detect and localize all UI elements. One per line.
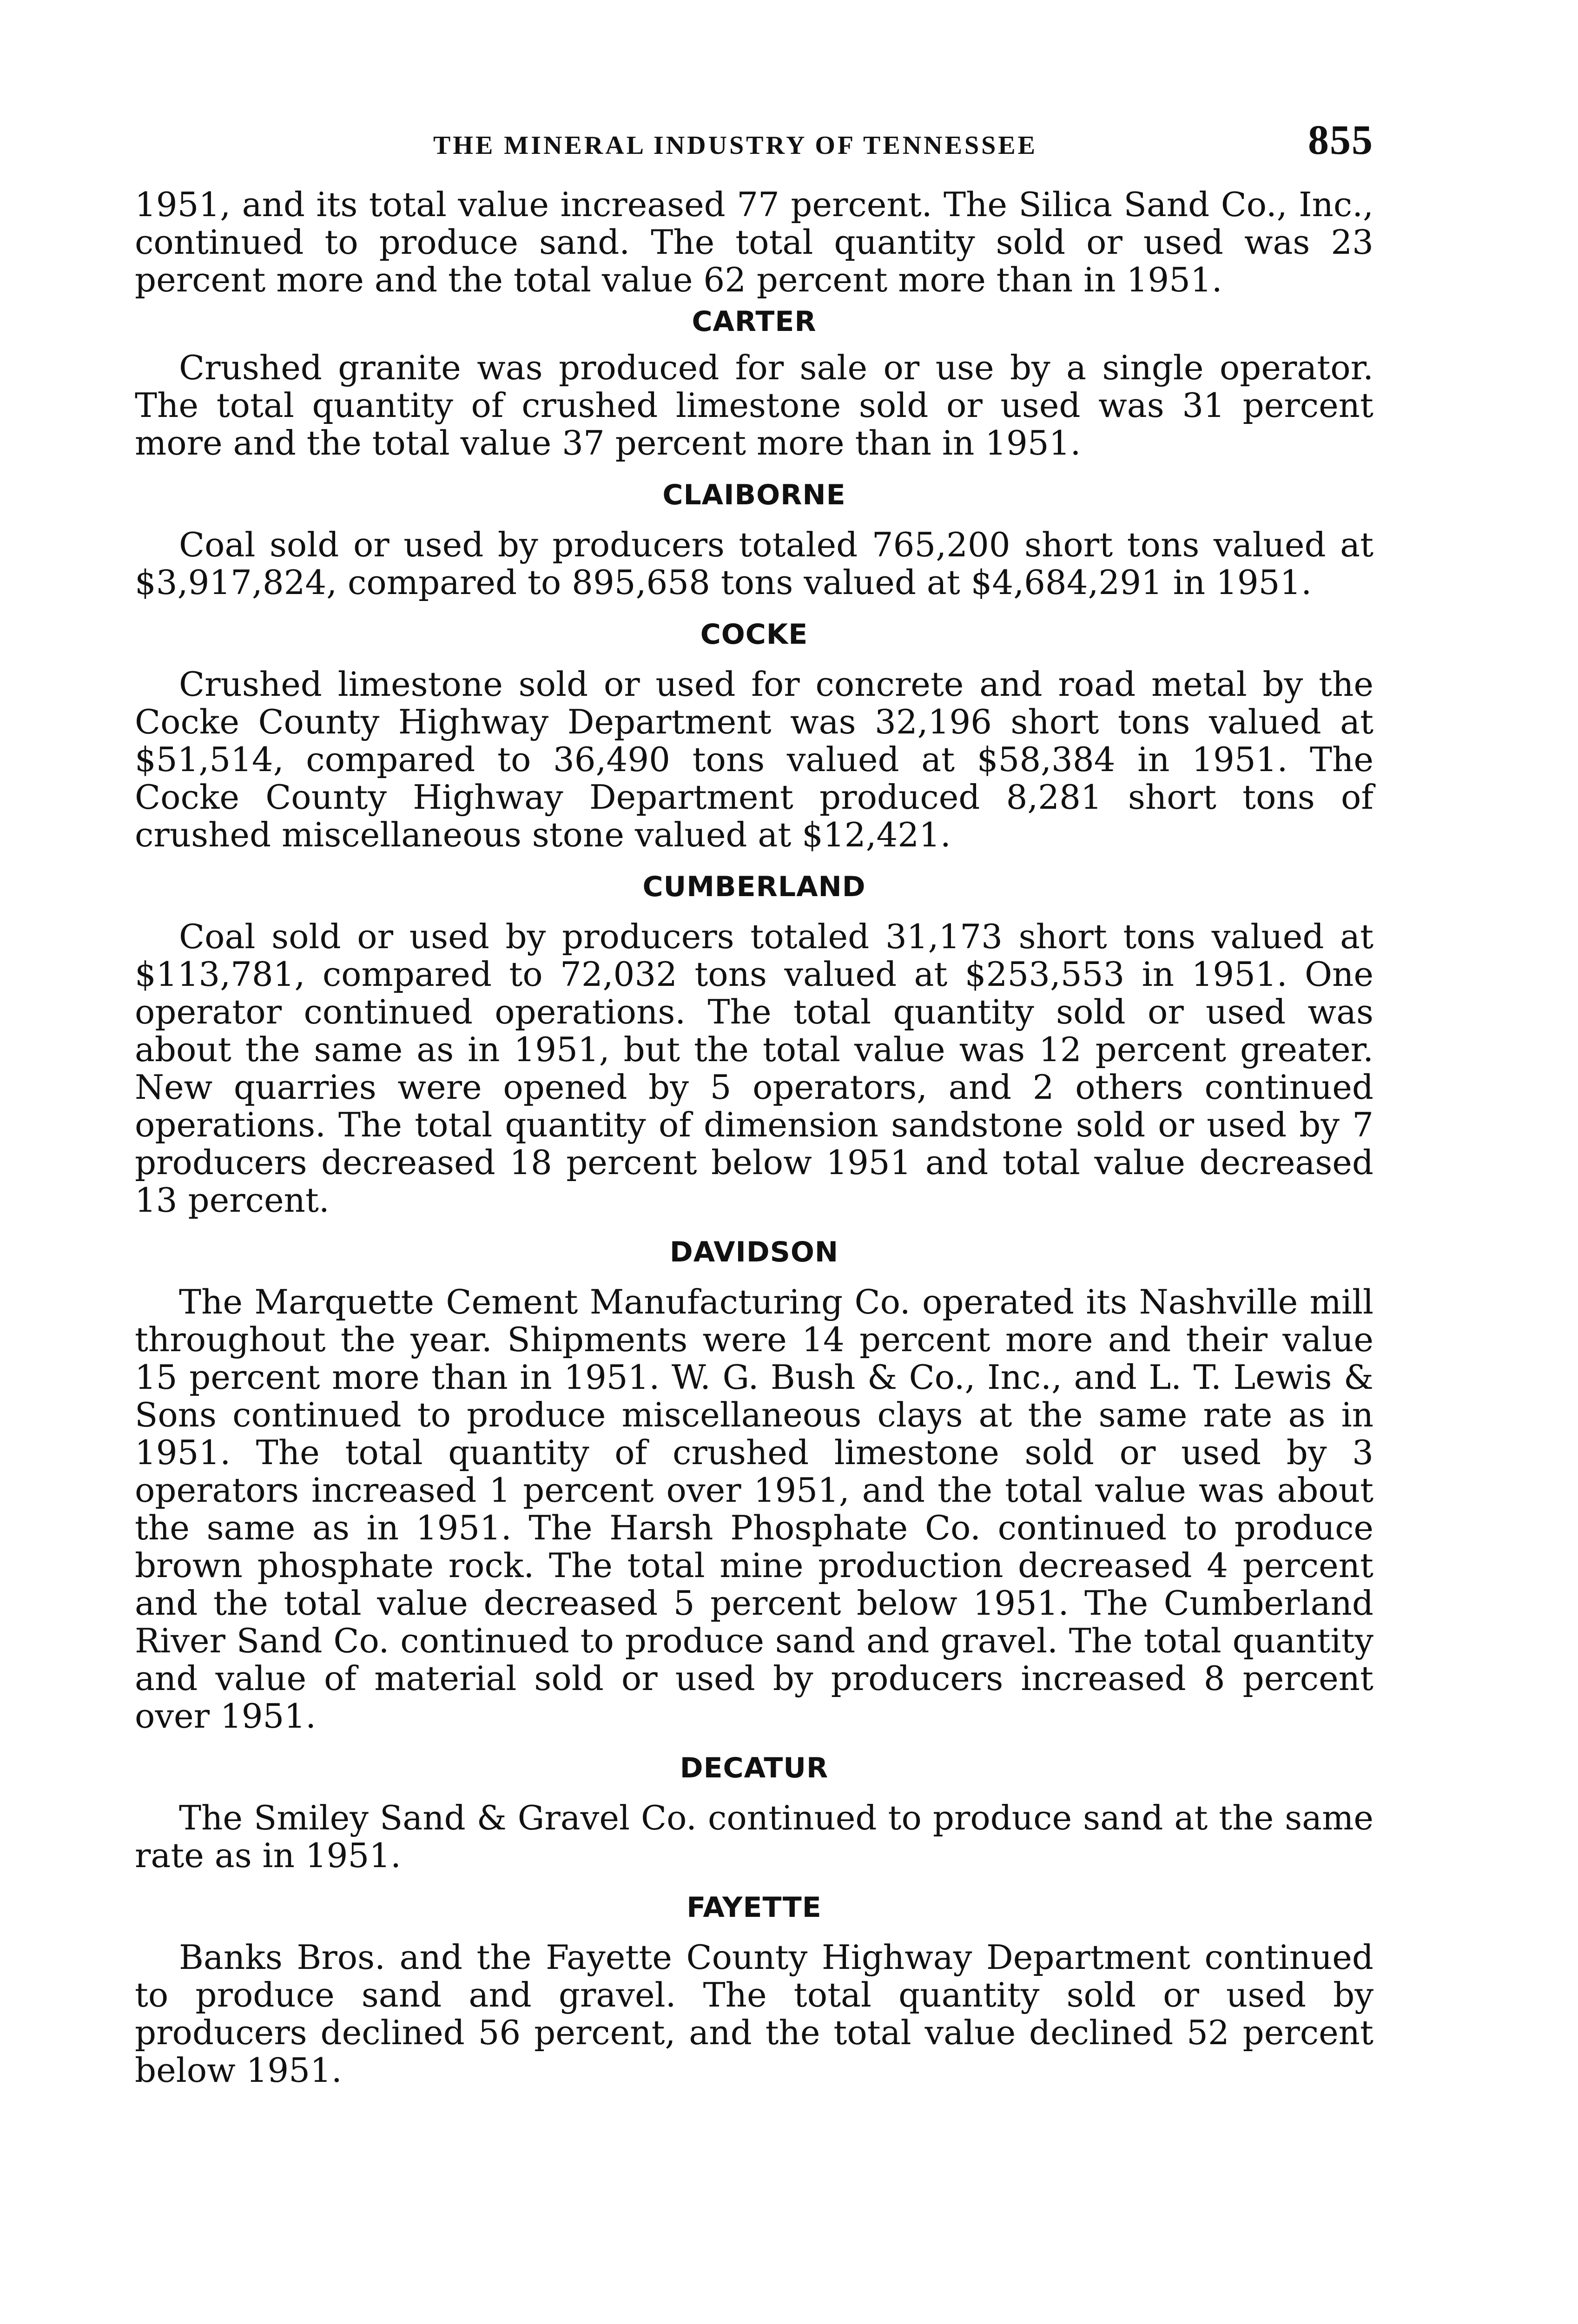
paragraph-cumberland: Coal sold or used by producers totaled 31,173 short tons valued at $113,781, compared to 72,032 tons valued at $253,553 in 1951. One operator continued operations. The total quantity sold or used was about the same as in 1951, but the total value was 12 percent greater. New quarries were opened by 5 operators, and 2 others continued operations. The total quantity of dimension sandstone sold or used by 7 producers decreased 18 percent below 1951 and total value decreased 13 percent.	[135, 917, 1373, 1220]
paragraph-continued: 1951, and its total value increased 77 percent. The Silica Sand Co., Inc., continued to produce sand. The total quantity sold or used was 23 percent more and the total value 62 percent more than in 1951.	[135, 185, 1373, 299]
paragraph-decatur: The Smiley Sand & Gravel Co. continued to produce sand at the same rate as in 1951.	[135, 1798, 1373, 1875]
paragraph-carter: Crushed granite was produced for sale or use by a single operator. The total quantity of crushed limestone sold or used was 31 percent more and the total value 37 percent more than in 1951.	[135, 348, 1373, 462]
running-header	[135, 116, 1373, 186]
section-heading-cumberland: CUMBERLAND	[642, 871, 866, 903]
section-heading-fayette: FAYETTE	[687, 1891, 822, 1924]
section-heading-carter: CARTER	[692, 305, 817, 338]
document-page	[135, 116, 1373, 2089]
section-heading-cocke: COCKE	[700, 618, 808, 651]
paragraph-davidson: The Marquette Cement Manufacturing Co. operated its Nashville mill throughout the year. Shipments were 14 percent more and their value 15 percent more than in 1951. W. G. Bush & Co., Inc., and L. T. Lewis & Sons continued to produce miscellaneous clays at the same rate as in 1951. The total quantity of crushed limestone sold or used by 3 operators increased 1 percent over 1951, and the total value was about the same as in 1951. The Harsh Phosphate Co. continued to produce brown phosphate rock. The total mine production decreased 4 percent and the total value decreased 5 percent below 1951. The Cumberland River Sand Co. continued to produce sand and gravel. The total quantity and value of material sold or used by producers increased 8 percent over 1951.	[135, 1282, 1373, 1736]
paragraph-claiborne: Coal sold or used by producers totaled 765,200 short tons valued at $3,917,824, compared to 895,658 tons valued at $4,684,291 in 1951.	[135, 525, 1373, 602]
running-title: THE MINERAL INDUSTRY OF TENNESSEE	[433, 131, 1037, 160]
section-heading-davidson: DAVIDSON	[669, 1236, 839, 1268]
page-number: 855	[1308, 117, 1373, 163]
section-heading-decatur: DECATUR	[680, 1752, 829, 1784]
section-heading-claiborne: CLAIBORNE	[662, 479, 846, 511]
paragraph-fayette: Banks Bros. and the Fayette County Highway Department continued to produce sand and gravel. The total quantity sold or used by producers declined 56 percent, and the total value declined 52 percent below 1951.	[135, 1938, 1373, 2090]
paragraph-cocke: Crushed limestone sold or used for concrete and road metal by the Cocke County Highway Department was 32,196 short tons valued at $51,514, compared to 36,490 tons valued at $58,384 in 1951. The Cocke County Highway Department produced 8,281 short tons of crushed miscellaneous stone valued at $12,421.	[135, 665, 1373, 854]
